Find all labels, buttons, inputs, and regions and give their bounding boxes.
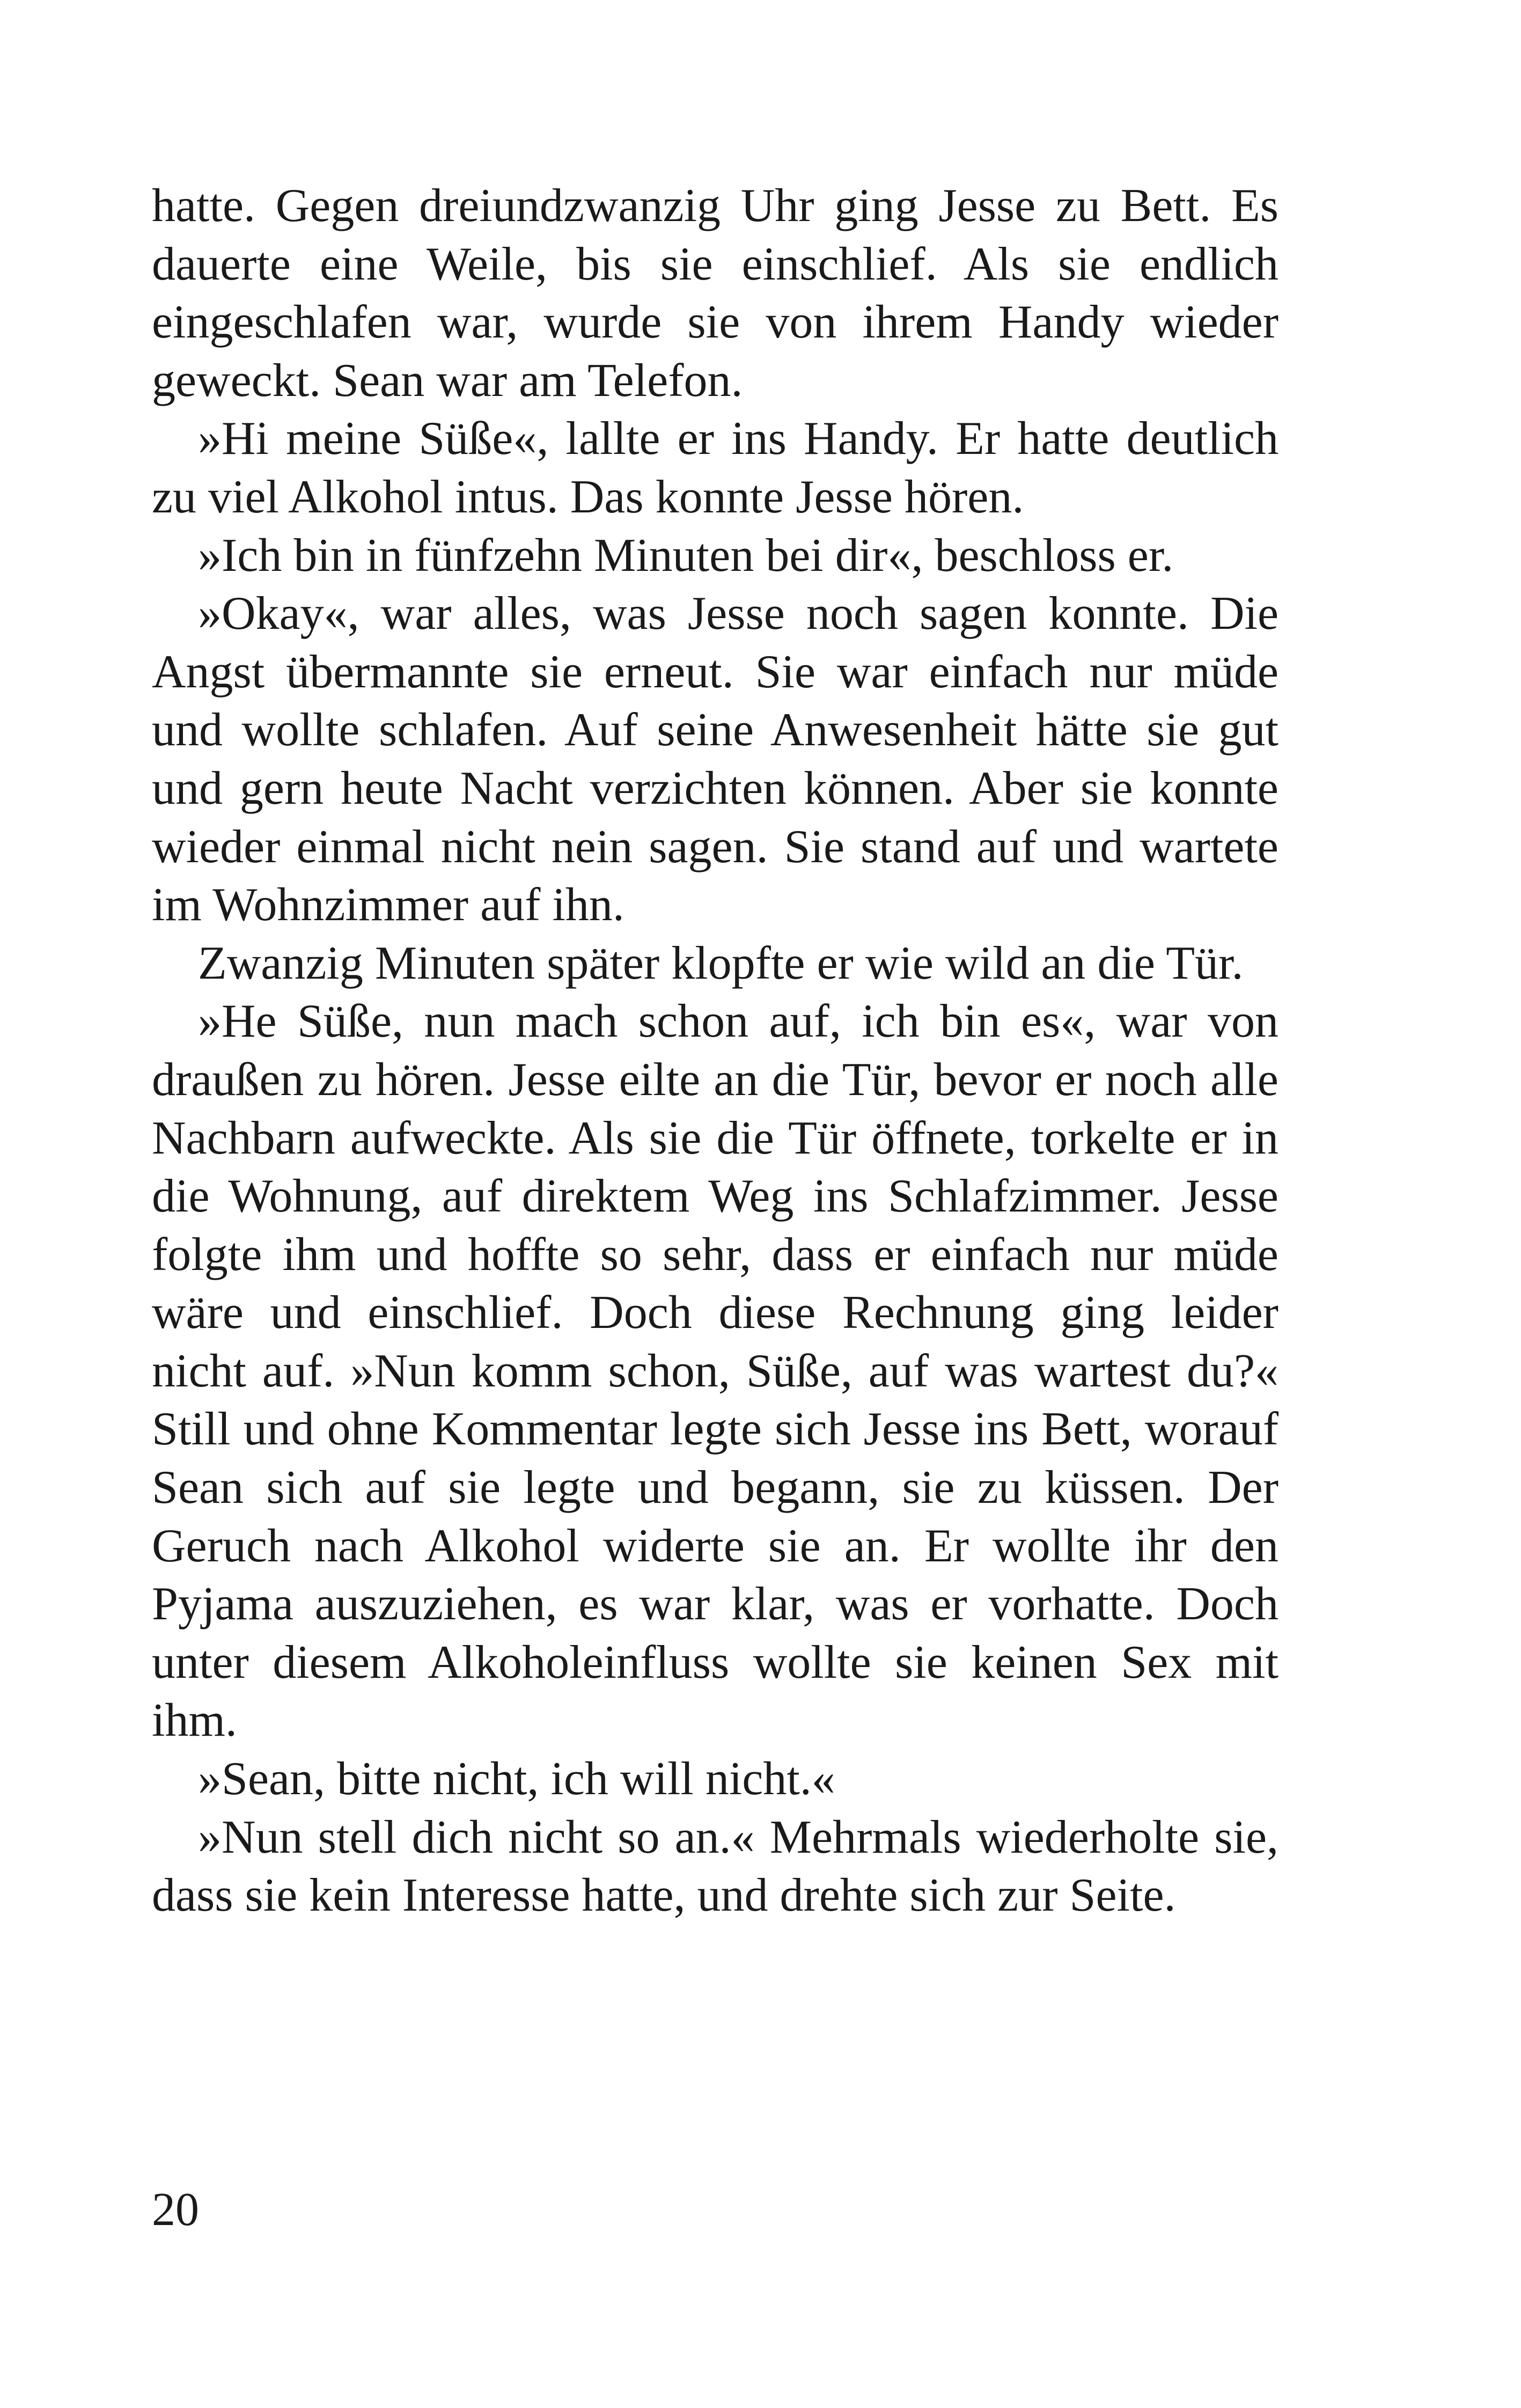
- paragraph-4: »Okay«, war alles, was Jesse noch sagen konnte. Die Angst übermannte sie erneut. Sie war einfach nur müde und wollte schlafen. Auf seine Anwesenheit hätte sie gut und gern heute Nacht verzichten können. Aber sie konnte wieder einmal nicht nein sagen. Sie stand auf und wartete im Wohnzimmer auf ihn.: [152, 588, 1278, 931]
- body-text: [152, 177, 1278, 1925]
- paragraph-2: »Hi meine Süße«, lallte er ins Handy. Er hatte deutlich zu viel Alkohol intus. Das konnte Jesse hören.: [152, 413, 1278, 523]
- page-number: 20: [152, 2184, 199, 2236]
- paragraph-3: »Ich bin in fünfzehn Minuten bei dir«, beschloss er.: [198, 529, 1174, 582]
- paragraph-6: »He Süße, nun mach schon auf, ich bin es«, war von draußen zu hören. Jesse eilte an die Tür, bevor er noch alle Nachbarn aufweckte. Als sie die Tür öffnete, torkelte er in die Wohnung, auf direktem Weg ins Schlafzimmer. Jesse folgte ihm und hoffte so sehr, dass er einfach nur müde wäre und einschlief. Doch diese Rechnung ging leider nicht auf. »Nun komm schon, Süße, auf was wartest du?« Still und ohne Kommentar legte sich Jesse ins Bett, worauf Sean sich auf sie legte und begann, sie zu küssen. Der Geruch nach Alkohol widerte sie an. Er wollte ihr den Pyjama auszuziehen, es war klar, was er vorhatte. Doch unter diesem Alkoholeinfluss wollte sie keinen Sex mit ihm.: [152, 995, 1278, 1747]
- paragraph-7: »Sean, bitte nicht, ich will nicht.«: [198, 1753, 835, 1805]
- paragraph-5: Zwanzig Minuten später klopfte er wie wild an die Tür.: [198, 937, 1244, 989]
- paragraph-1: hatte. Gegen dreiundzwanzig Uhr ging Jesse zu Bett. Es dauerte eine Weile, bis sie einschlief. Als sie endlich eingeschlafen war, wurde sie von ihrem Handy wieder geweckt. Sean war am Telefon.: [152, 180, 1278, 407]
- paragraph-8: »Nun stell dich nicht so an.« Mehrmals wiederholte sie, dass sie kein Interesse hatte, und drehte sich zur Seite.: [152, 1811, 1278, 1922]
